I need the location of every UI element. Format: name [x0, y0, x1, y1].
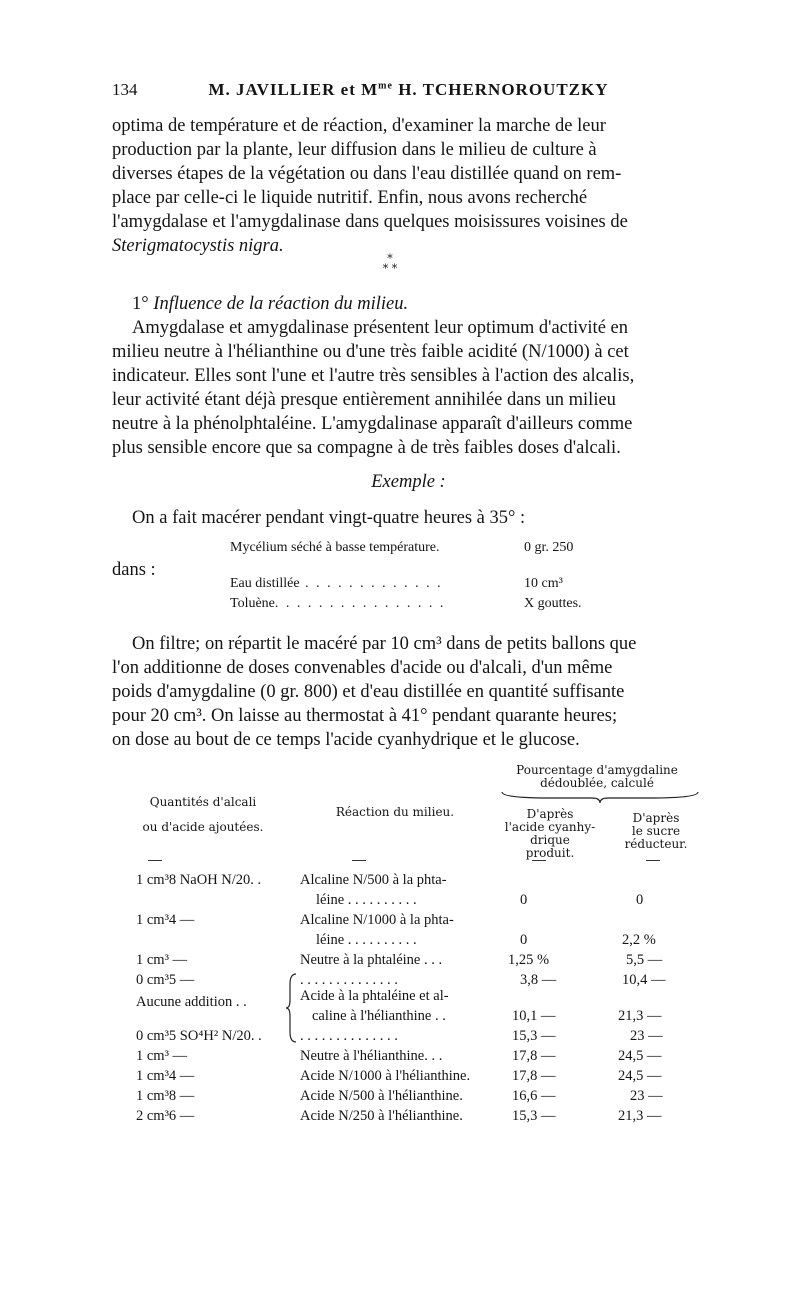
row-grouping-brace: [286, 972, 300, 1044]
page-header: [112, 80, 705, 104]
recipe-qty: 0 gr. 250: [524, 540, 574, 555]
table-row: 1 cm³ —: [136, 1048, 188, 1064]
text-line: milieu neutre à l'hélianthine ou d'une très faible acidité (N/1000) à cet: [112, 342, 629, 362]
table-row: 1 cm³8 —: [136, 1088, 195, 1104]
table-cell-sugar: 23 —: [630, 1088, 663, 1104]
table-cell-reaction: Neutre à l'hélianthine. . .: [300, 1048, 443, 1064]
table-col-sugar-header: D'après le sucre réducteur.: [624, 811, 688, 851]
table-row: 0 cm³5 SO⁴H² N/20. .: [136, 1028, 262, 1044]
table-cell-reaction: Alcaline N/1000 à la phta- léine . . . . . . . . . .: [300, 912, 454, 948]
method-paragraph: [112, 632, 705, 752]
table-cell-hcn: 17,8 —: [512, 1068, 556, 1084]
header-brace: [500, 790, 700, 804]
example-intro: On a fait macérer pendant vingt-quatre heures à 35° :: [132, 508, 526, 528]
table-row: Aucune addition . .: [136, 994, 247, 1010]
table-cell-reaction: Acide à la phtaléine et al- caline à l'hélianthine . .: [300, 988, 449, 1024]
table-cell-hcn: 1,25 %: [508, 952, 550, 968]
table-cell-reaction: Acide N/250 à l'hélianthine.: [300, 1108, 463, 1124]
table-row: 2 cm³6 —: [136, 1108, 195, 1124]
table-cell-hcn: 0: [520, 892, 528, 908]
table-cell-hcn: 16,6 —: [512, 1088, 556, 1104]
text-line: indicateur. Elles sont l'une et l'autre très sensibles à l'action des alcalis,: [112, 366, 635, 386]
text-line: optima de température et de réaction, d'examiner la marche de leur: [112, 116, 606, 136]
recipe-block: [112, 540, 705, 620]
species-name: Sterigmatocystis nigra.: [112, 236, 284, 256]
text-line: production par la plante, leur diffusion dans le milieu de culture à: [112, 140, 597, 160]
header-rule: [352, 860, 366, 861]
text-line: poids d'amygdaline (0 gr. 800) et d'eau distillée en quantité suffisante: [112, 682, 625, 702]
table-col-hcn-header: D'après l'acide cyanhy- drique produit.: [504, 807, 596, 860]
section-1: [112, 292, 705, 460]
table-cell-hcn: 17,8 —: [512, 1048, 556, 1064]
running-title: M. JAVILLIER et $M^{me}$ H. TCHERNOROUTZKY: [208, 80, 609, 99]
table-cell-reaction: Acide N/1000 à l'hélianthine.: [300, 1068, 471, 1084]
section-separator-asterisks: * * *: [382, 252, 398, 275]
header-rule: [646, 860, 660, 861]
text-line: place par celle-ci le liquide nutritif. Enfin, nous avons recherché: [112, 188, 588, 208]
table-col-quantities-header: Quantités d'alcali ou d'acide ajoutées.: [142, 795, 264, 834]
text-line: leur activité étant déjà presque entièrement annihilée dans un milieu: [112, 390, 616, 410]
text-line: Amygdalase et amygdalinase présentent leur optimum d'activité en: [132, 318, 628, 338]
table-cell-sugar: 10,4 —: [622, 972, 666, 988]
table-cell-sugar: 2,2 %: [622, 932, 656, 948]
table-cell-sugar: 21,3 —: [618, 1108, 662, 1124]
table-col-reaction-header: Réaction du milieu.: [335, 805, 455, 819]
table-cell-reaction: . . . . . . . . . . . . . .: [300, 1028, 398, 1044]
recipe-dans-label: dans :: [112, 560, 156, 580]
table-cell-sugar: 5,5 —: [626, 952, 663, 968]
table-cell-hcn: 15,3 —: [512, 1028, 556, 1044]
table-row: 1 cm³ —: [136, 952, 188, 968]
table-cell-reaction: Neutre à la phtaléine . . .: [300, 952, 443, 968]
table-cell-sugar: 21,3 —: [618, 1008, 662, 1024]
page-number: 134: [112, 80, 138, 99]
text-line: pour 20 cm³. On laisse au thermostat à 41° pendant quarante heures;: [112, 706, 618, 726]
table-row: 1 cm³4 —: [136, 912, 195, 928]
table-cell-reaction: Acide N/500 à l'hélianthine.: [300, 1088, 463, 1104]
table-row: 1 cm³8 NaOH N/20. .: [136, 872, 262, 888]
table-cell-sugar: 24,5 —: [618, 1048, 662, 1064]
text-line: l'amygdalase et l'amygdalinase dans quelques moisissures voisines de: [112, 212, 628, 232]
table-cell-sugar: 0: [636, 892, 644, 908]
example-label: Exemple :: [371, 472, 446, 492]
table-cell-sugar: 23 —: [630, 1028, 663, 1044]
recipe-qty: X gouttes.: [524, 596, 582, 611]
text-line: plus sensible encore que sa compagne à de très faibles doses d'alcali.: [112, 438, 621, 458]
table-row: 1 cm³4 —: [136, 1068, 195, 1084]
table-cell-hcn: 10,1 —: [512, 1008, 556, 1024]
recipe-item: Eau distillée . . . . . . . . . . . . .: [230, 576, 443, 591]
recipe-qty: 10 cm³: [524, 576, 563, 591]
text-line: diverses étapes de la végétation ou dans l'eau distillée quand on rem-: [112, 164, 622, 184]
table-cell-reaction: . . . . . . . . . . . . . .: [300, 972, 398, 988]
text-line: neutre à la phénolphtaléine. L'amygdalinase apparaît d'ailleurs comme: [112, 414, 633, 434]
text-line: l'on additionne de doses convenables d'acide ou d'alcali, d'un même: [112, 658, 613, 678]
table-row: 0 cm³5 —: [136, 972, 195, 988]
table-cell-reaction: Alcaline N/500 à la phta- léine . . . . . . . . . .: [300, 872, 447, 908]
header-rule: [148, 860, 162, 861]
table-cell-sugar: 24,5 —: [618, 1068, 662, 1084]
recipe-item: Toluène. . . . . . . . . . . . . . . .: [230, 596, 446, 611]
intro-paragraph: [112, 114, 705, 258]
header-rule: [532, 860, 546, 861]
section-heading: 1° Influence de la réaction du milieu.: [132, 294, 409, 314]
recipe-item: Mycélium séché à basse température.: [230, 540, 440, 555]
text-line: on dose au bout de ce temps l'acide cyanhydrique et le glucose.: [112, 730, 580, 750]
text-line: On filtre; on répartit le macéré par 10 cm³ dans de petits ballons que: [132, 634, 637, 654]
table-group-header: Pourcentage d'amygdaline dédoublée, calculé: [516, 763, 678, 790]
table-cell-hcn: 15,3 —: [512, 1108, 556, 1124]
table-cell-hcn: 0: [520, 932, 528, 948]
table-cell-hcn: 3,8 —: [520, 972, 557, 988]
